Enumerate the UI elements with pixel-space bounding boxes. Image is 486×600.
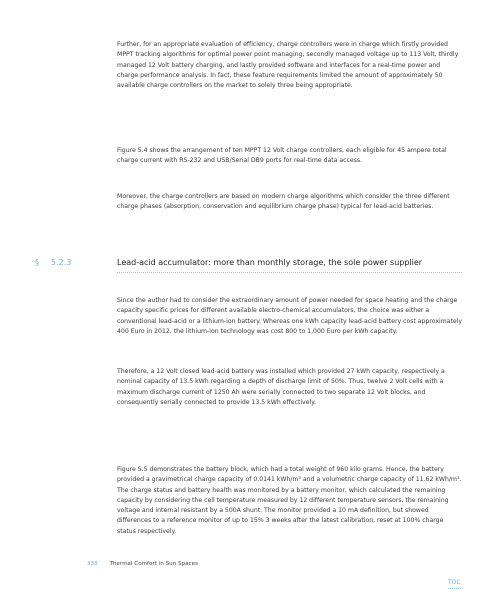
page-footer [87, 561, 198, 567]
section-heading [35, 258, 462, 278]
body-paragraph: Figure 5.5 demonstrates the battery block, which had a total weight of 960 kilo grams. Hence, the battery provided a gravimetrical charge capacity of 0.0141 kWh/m³ and a volumetric charge capacity of 11.62 kWh/m³. The charge status and battery health was monitored by a battery monitor, which calculated the remaining capacity by considering the cell temperature measured by 12 different temperature sensors, the remaining voltage and internal resistant by a 500A shunt. The monitor provided a 10 mA definition, but showed differences to a reference monitor of up to 15% 3 weeks after the latest calibration, reset at 100% charge status respectively. [117, 466, 462, 535]
body-paragraph: Moreover, the charge controllers are based on modern charge algorithms which consider the three different charge phases (absorption, conservation and equilibrium charge phase) typical for lead-acid batteries. [117, 193, 450, 211]
section-title: Lead-acid accumulator: more than monthly storage, the sole power supplier [117, 258, 423, 267]
body-paragraph: Since the author had to consider the extraordinary amount of power needed for space heating and the charge capacity specific prices for different available electro-chemical accumulators, the choice was either a conventional lead-acid or a lithium-ion battery. Whereas one kWh capacity lead-acid battery cost approximately 400 Euro in 2012, the lithium-ion technology was cost 800 to 1,000 Euro per kWh capacity. [117, 297, 462, 335]
toc-link[interactable]: TOC [448, 579, 461, 589]
section-divider [117, 272, 462, 273]
body-paragraph: Further, for an appropriate evaluation of efficiency, charge controllers were in charge which firstly provided MPPT tracking algorithms for optimal power point managing, secondly managed voltage up to 113 Volt, thirdly managed 12 Volt battery charging, and lastly provided software and interfaces for a real-time power and charge performance analysis. In fact, these feature requirements limited the amount of approximately 50 available charge controllers on the market to solely three being appropriate. [117, 41, 459, 90]
section-symbol: § [35, 258, 39, 267]
body-paragraph: Therefore, a 12 Volt closed lead-acid battery was installed which provided 27 kWh capacity, respectively a nominal capacity of 13.5 kWh regarding a depth of discharge limit of 50%. Thus, twelve 2 Volt cells with a maximum discharge current of 1250 Ah were serially connected to two separate 12 Volt blocks, and consequently serially connected to provide 13.5 kWh effectively. [117, 368, 445, 406]
page-number: 338 [87, 561, 98, 567]
footer-book-title: Thermal Comfort in Sun Spaces [109, 561, 198, 567]
body-paragraph: Figure 5.4 shows the arrangement of ten MPPT 12 Volt charge controllers, each eligible for 45 ampere total charge current with RS-232 and USB/Serial DB9 ports for real-time data access. [117, 147, 447, 165]
section-number: 5.2.3 [51, 258, 72, 267]
